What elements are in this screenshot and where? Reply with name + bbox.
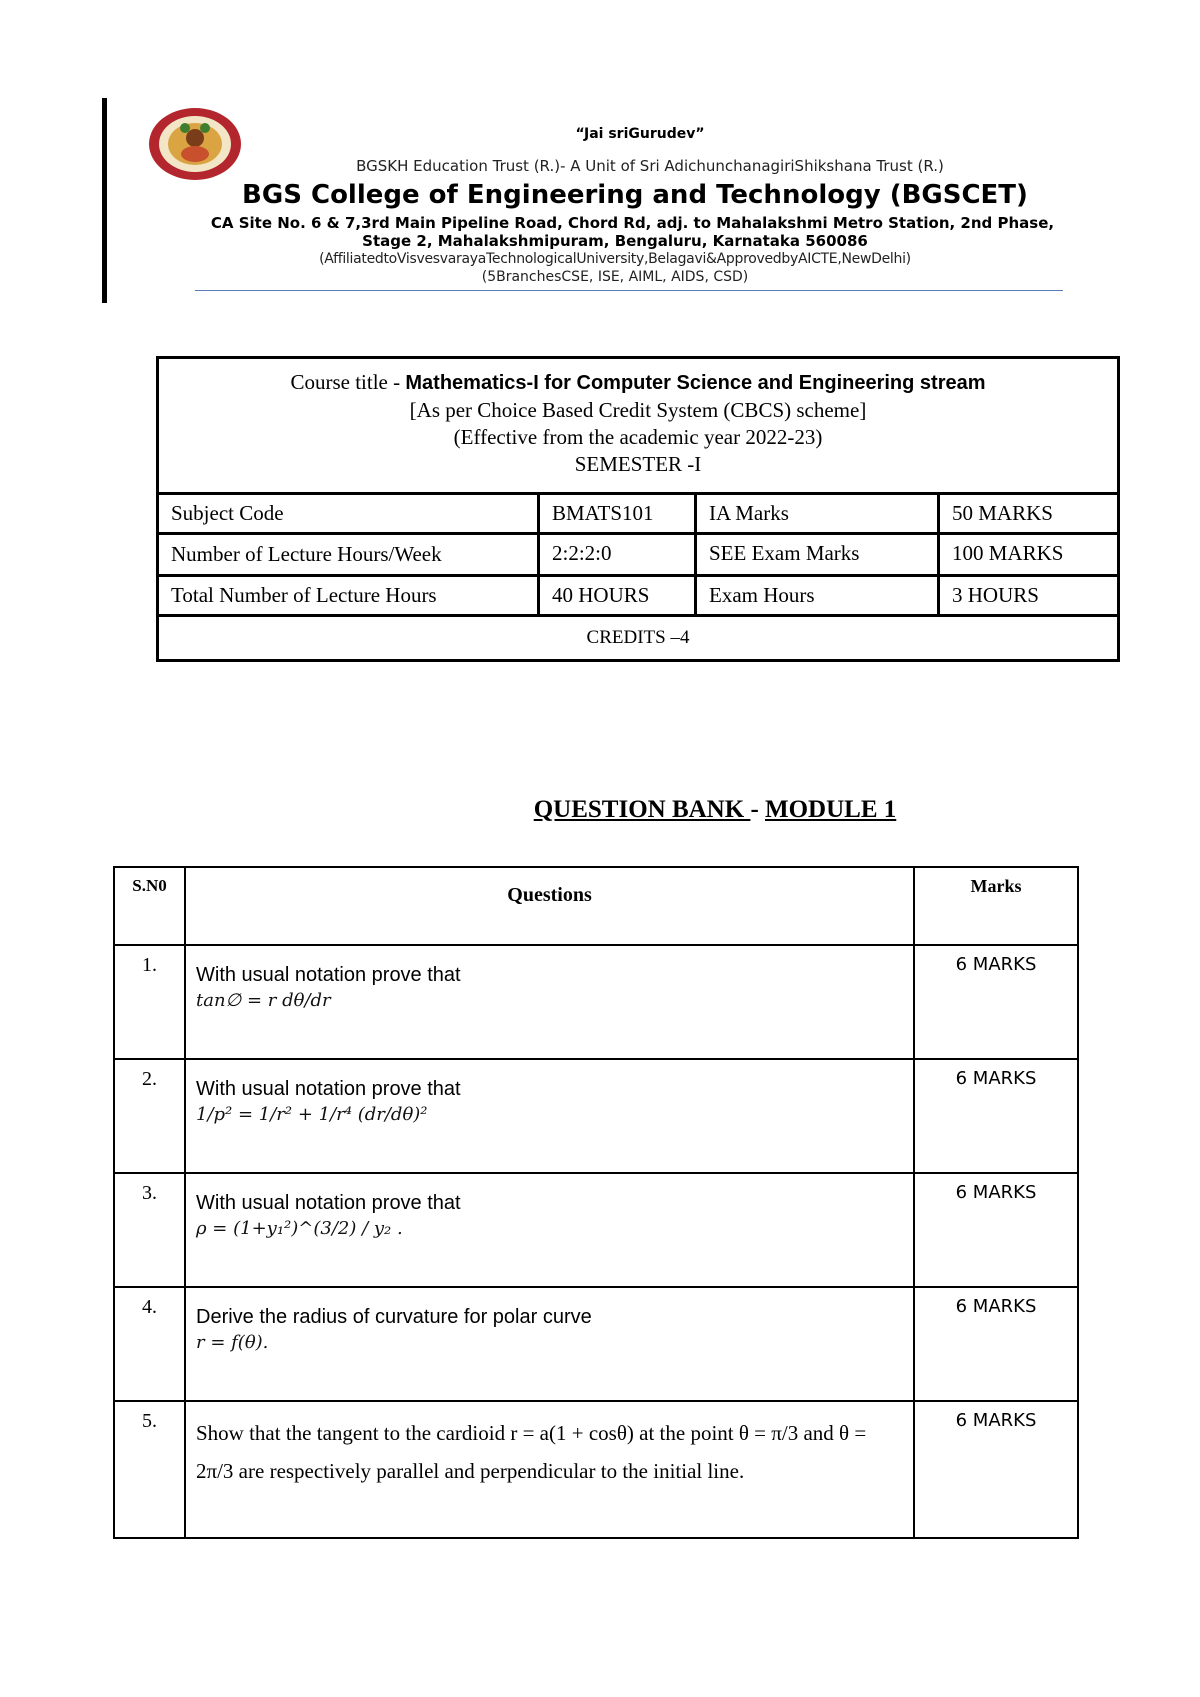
question-text: With usual notation prove that [196,964,461,986]
course-title: Mathematics-I for Computer Science and Engineering stream [405,372,986,394]
table-row [114,1059,1078,1173]
col-questions-header: Questions [185,867,914,945]
table-row [114,945,1078,1059]
question-cell [185,1173,914,1287]
credits-row [158,616,1119,661]
table-row [114,1173,1078,1287]
question-bank-table [113,866,1079,1539]
question-formula: ρ = (1+y₁²)^(3/2) / y₂ . [196,1218,403,1239]
course-title-cell [158,358,1119,494]
question-formula: 1/p² = 1/r² + 1/r⁴ (dr/dθ)² [196,1104,428,1125]
question-marks: 6 MARKS [914,1059,1078,1173]
question-bank-label: QUESTION BANK [533,796,751,823]
question-number: 5. [114,1401,185,1538]
question-marks: 6 MARKS [914,945,1078,1059]
trust-line: BGSKH Education Trust (R.)- A Unit of Sri AdichunchanagiriShikshana Trust (R.) [356,157,944,175]
table-row [114,1287,1078,1401]
course-label: Total Number of Lecture Hours [158,576,539,616]
question-text: With usual notation prove that [196,1192,461,1214]
course-value: BMATS101 [539,494,696,534]
question-bank-title [420,796,1010,824]
course-details-table [156,356,1120,662]
course-value: 100 MARKS [939,534,1119,576]
question-formula: r = f(θ). [196,1332,269,1353]
question-marks: 6 MARKS [914,1173,1078,1287]
course-title-line [167,369,1109,397]
course-title-prefix: Course title - [290,370,406,394]
course-label: Exam Hours [696,576,939,616]
question-number: 1. [114,945,185,1059]
question-text: Show that the tangent to the cardioid r = a(1 + cosθ) at the point θ = π/3 and θ = 2π/3 are respectively parallel and perpendicular to the initial line. [185,1401,914,1538]
address-line-2: Stage 2, Mahalakshmipuram, Bengaluru, Karnataka 560086 [362,232,868,250]
question-number: 4. [114,1287,185,1401]
table-header-row [114,867,1078,945]
table-row [114,1401,1078,1538]
header-rule [195,290,1063,291]
course-value: 3 HOURS [939,576,1119,616]
question-marks: 6 MARKS [914,1287,1078,1401]
question-number: 2. [114,1059,185,1173]
effective-line: (Effective from the academic year 2022-23) [453,425,823,449]
question-number: 3. [114,1173,185,1287]
course-value: 2:2:2:0 [539,534,696,576]
question-cell [185,1287,914,1401]
course-row [158,576,1119,616]
question-marks: 6 MARKS [914,1401,1078,1538]
credits-cell: CREDITS –4 [158,616,1119,661]
col-sno-header: S.N0 [114,867,185,945]
title-separator: - [750,796,766,823]
question-formula: tan∅ = r dθ/dr [196,990,331,1011]
branches-line: (5BranchesCSE, ISE, AIML, AIDS, CSD) [481,269,749,285]
question-cell [185,1059,914,1173]
college-name: BGS College of Engineering and Technology (BGSCET) [242,180,1028,210]
address-line-1: CA Site No. 6 & 7,3rd Main Pipeline Road, Chord Rd, adj. to Mahalakshmi Metro Station, 2nd Phase, [210,214,1055,232]
col-marks-header: Marks [914,867,1078,945]
course-row [158,534,1119,576]
course-label: Subject Code [158,494,539,534]
affiliation-line: (AffiliatedtoVisvesvarayaTechnologicalUniversity,Belagavi&ApprovedbyAICTE,NewDelhi) [319,251,911,267]
course-title-row [158,358,1119,494]
course-row [158,494,1119,534]
course-label: Number of Lecture Hours/Week [158,534,539,576]
question-cell [185,945,914,1059]
module-label: MODULE 1 [765,796,897,823]
course-label: IA Marks [696,494,939,534]
question-text: Derive the radius of curvature for polar curve [196,1306,592,1328]
question-text: With usual notation prove that [196,1078,461,1100]
motto: “Jai sriGurudev” [575,126,705,142]
scheme-line: [As per Choice Based Credit System (CBCS) scheme] [409,398,867,422]
course-label: SEE Exam Marks [696,534,939,576]
course-value: 50 MARKS [939,494,1119,534]
semester-line: SEMESTER -I [574,452,702,476]
course-value: 40 HOURS [539,576,696,616]
left-margin-bar [102,98,107,303]
college-seal-icon [147,106,243,182]
